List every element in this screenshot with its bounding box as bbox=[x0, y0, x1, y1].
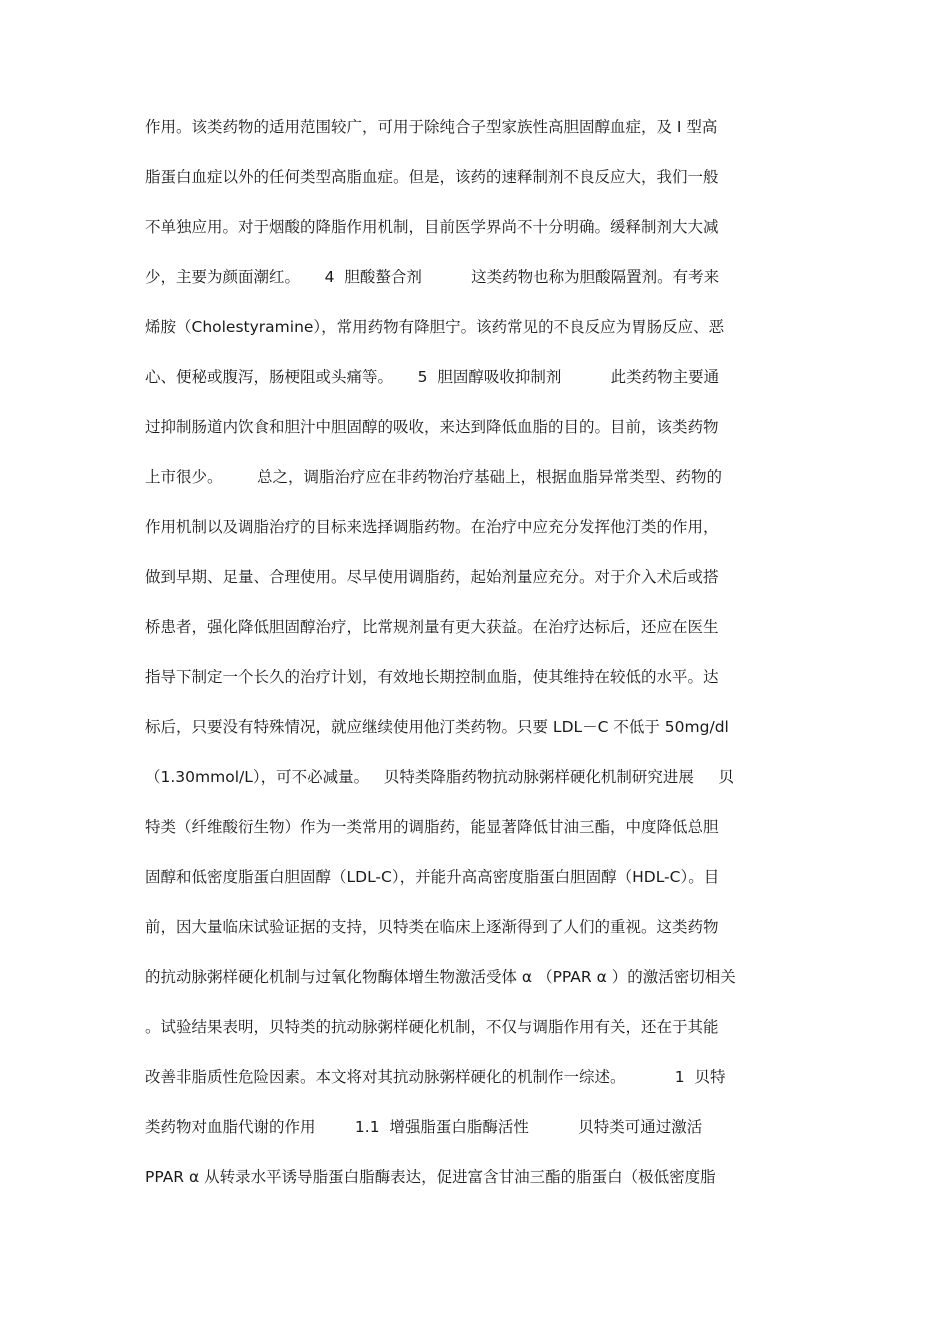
text-line: 。试验结果表明，贝特类的抗动脉粥样硬化机制，不仅与调脂作用有关，还在于其能 bbox=[145, 1018, 719, 1036]
text-line: 标后，只要没有特殊情况，就应继续使用他汀类药物。只要 LDL－C 不低于 50mg/dl bbox=[145, 718, 729, 736]
text-line: 烯胺（Cholestyramine），常用药物有降胆宁。该药常见的不良反应为胃肠反应、恶 bbox=[145, 318, 725, 336]
text-line: 的抗动脉粥样硬化机制与过氧化物酶体增生物激活受体 α （PPAR α ）的激活密切相关 bbox=[145, 968, 736, 986]
text-line: 过抑制肠道内饮食和胆汁中胆固醇的吸收，来达到降低血脂的目的。目前，该类药物 bbox=[145, 418, 719, 436]
text-line: 少，主要为颜面潮红。 4 胆酸螯合剂 这类药物也称为胆酸隔置剂。有考来 bbox=[145, 268, 720, 286]
text-line: 类药物对血脂代谢的作用 1.1 增强脂蛋白脂酶活性 贝特类可通过激活 bbox=[145, 1118, 703, 1136]
text-line: 作用机制以及调脂治疗的目标来选择调脂药物。在治疗中应充分发挥他汀类的作用， bbox=[145, 518, 719, 536]
text-line: 上市很少。 总之，调脂治疗应在非药物治疗基础上，根据血脂异常类型、药物的 bbox=[145, 468, 722, 486]
text-line: 不单独应用。对于烟酸的降脂作用机制，目前医学界尚不十分明确。缓释制剂大大减 bbox=[145, 218, 719, 236]
text-line: 指导下制定一个长久的治疗计划，有效地长期控制血脂，使其维持在较低的水平。达 bbox=[145, 668, 719, 686]
text-line: 脂蛋白血症以外的任何类型高脂血症。但是，该药的速释制剂不良反应大，我们一般 bbox=[145, 168, 719, 186]
text-line: 做到早期、足量、合理使用。尽早使用调脂药，起始剂量应充分。对于介入术后或搭 bbox=[145, 568, 719, 586]
text-line: 改善非脂质性危险因素。本文将对其抗动脉粥样硬化的机制作一综述。 1 贝特 bbox=[145, 1068, 726, 1086]
text-line: 心、便秘或腹泻，肠梗阻或头痛等。 5 胆固醇吸收抑制剂 此类药物主要通 bbox=[145, 368, 720, 386]
text-line: （1.30mmol/L），可不必减量。 贝特类降脂药物抗动脉粥样硬化机制研究进展 贝 bbox=[145, 768, 735, 786]
text-line: 作用。该类药物的适用范围较广，可用于除纯合子型家族性高胆固醇血症，及 I 型高 bbox=[145, 118, 718, 136]
text-line: PPAR α 从转录水平诱导脂蛋白脂酶表达，促进富含甘油三酯的脂蛋白（极低密度脂 bbox=[145, 1168, 716, 1186]
text-line: 特类（纤维酸衍生物）作为一类常用的调脂药，能显著降低甘油三酯，中度降低总胆 bbox=[145, 818, 719, 836]
body-text bbox=[145, 113, 825, 1213]
text-line: 固醇和低密度脂蛋白胆固醇（LDL-C），并能升高高密度脂蛋白胆固醇（HDL-C）。目 bbox=[145, 868, 720, 886]
text-line: 前，因大量临床试验证据的支持，贝特类在临床上逐渐得到了人们的重视。这类药物 bbox=[145, 918, 719, 936]
text-line: 桥患者，强化降低胆固醇治疗，比常规剂量有更大获益。在治疗达标后，还应在医生 bbox=[145, 618, 719, 636]
